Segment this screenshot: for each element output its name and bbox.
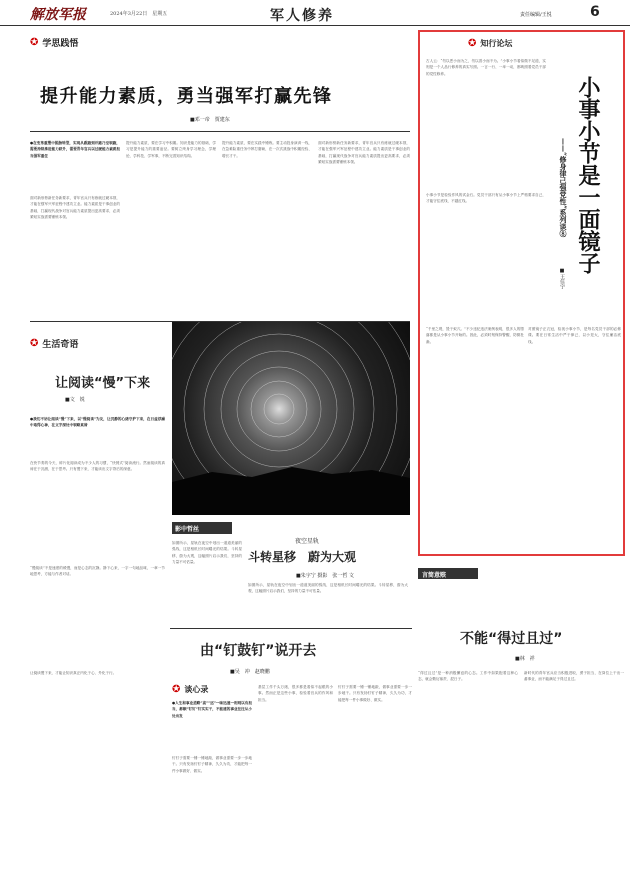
article-body: “慢阅读”不是速度的缓慢，而是心态的沉静。静下心来，一字一句地品味，一章一节地思考，方能与作者对话。	[30, 566, 165, 577]
lead-paragraph: ●在变革重塑中脱胎转型，实现从跟跑到并跑乃至领跑，需要持续推进能力跃升，需要青年官兵以过硬能力素质担当强军重任	[30, 141, 120, 158]
series-title: ——“修身律己强党性”系列谈⑧	[559, 138, 568, 238]
footer-column-label: 言简意赅	[418, 568, 478, 579]
page-number: 6	[590, 4, 600, 20]
photo-title[interactable]: 斗转星移 蔚为大观	[248, 550, 357, 564]
star-icon: ✪	[30, 37, 39, 48]
article-body: 在快节奏的今天，碎片化阅读成为不少人的习惯，“快餐式”阅读流行。然而阅读的真谛在于沉潜，在于思考。只有慢下来，才能读出文字背后的深意。	[30, 461, 165, 472]
divider	[170, 628, 412, 629]
section-label-zhixing: ✪ 知行论坛	[468, 38, 513, 49]
article-body: 基层工作千头万绪，很多都是看似不起眼的小事。然而正是这些小事，检验着官兵的作风和担当。	[258, 685, 333, 702]
footer-body-col2: 新时代的青年官兵应当积极进取，勇于担当，在岗位上干出一番事业，而不能满足于得过且过。	[524, 671, 624, 682]
byline: ■林 祥	[515, 656, 535, 662]
star-icon: ✪	[468, 38, 477, 49]
article-body: 钉钉子需要一锤一锤地敲，做事业需要一步一步地干。只有发扬钉钉子精神，久久为功，才能把每一件小事做好、做实。	[172, 756, 252, 773]
lead-paragraph: ●我们不妨让阅读“慢”下来，以“慢阅读”为友，让沉静的心绪守护下来，在日益浮躁中取得心神，在文字深处中领略真谛	[30, 417, 165, 428]
article-body-col3: 提升能力素质，要在实践中锤炼。要主动投身演训一线，在急难险重任务中摔打磨砺，在一次次挑战中积累经验、增长才干。	[222, 141, 312, 158]
article-body-col1: 面对新形势新任务新要求，青年官兵只有练就过硬本领，才能在强军兴军征程中建功立业。能力素质是干事创业的基础，打赢现代战争对官兵能力素质提出更高要求，必须紧贴实战需要锤炼本领。	[30, 196, 120, 220]
article-body: 钉钉子需要一锤一锤地敲，做事业需要一步一步地干。只有发扬钉钉子精神，久久为功，才能把每一件小事做好、做实。	[338, 685, 412, 702]
article-body-col2: 提升能力素质，要在学习中积累。知识是能力的基础，学习是提升能力的重要途径。要树立终身学习理念，学理论、学科技、学军事，不断完善知识结构。	[126, 141, 216, 158]
photo-column-label: 影中哲丝	[172, 522, 232, 534]
byline: ■王佳宇	[559, 268, 565, 289]
photo-text: 如图所示，星轨在夜空中划出一道道美丽的弧线，这是相机长时间曝光的结果。斗转星移，蔚为大观，这幅照片启示我们，坚持的力量不可估量。	[248, 583, 408, 594]
section-label-xuesi: ✪ 学思践悟	[30, 37, 79, 49]
footer-headline[interactable]: 不能“得过且过”	[460, 631, 563, 647]
section-label-tanxin: ✪ 谈心录	[172, 684, 209, 695]
byline: ■文 锐	[65, 397, 85, 403]
page-section-title: 军人修养	[270, 8, 334, 24]
article-body: 让阅读慢下来，才能让知识真正内化于心、外化于行。	[30, 671, 117, 675]
sidebar-body-col2: 小事小节是检验作风的试金石。党员干部只有从小事小节上严格要求自己，才能守住底线、不越红线。	[426, 193, 546, 204]
masthead	[0, 0, 630, 26]
sidebar-body-col1: 古人云：“勿以恶小而为之，勿以善小而不为。”小事小节看似微不足道，实则是一个人品行修养的真实写照。一言一行、一举一动，都映照着党员干部的党性修养。	[426, 59, 546, 76]
issue-date: 2024年3月22日 星期五	[110, 11, 168, 17]
divider	[30, 131, 410, 132]
headline-main[interactable]: 提升能力素质，勇当强军打赢先锋	[40, 86, 333, 107]
star-trail-photo	[172, 322, 410, 515]
article-body-col4: 面对新形势新任务新要求，青年官兵只有练就过硬本领，才能在强军兴军征程中建功立业。能力素质是干事创业的基础，打赢现代战争对官兵能力素质提出更高要求，必须紧贴实战需要锤炼本领。	[318, 141, 410, 165]
headline-nail[interactable]: 由“钉鼓钉”说开去	[200, 643, 317, 659]
lead-paragraph: ●人生和事业道路“高”“远”一味迅速一则则以有担当，都顺“钉钉”钉实实干，不能建的事业往往从小处出发	[172, 701, 252, 718]
photo-byline: ■朱宇宁 摄影 张一哲 文	[296, 573, 354, 579]
headline-reading[interactable]: 让阅读“慢”下来	[55, 376, 151, 391]
sidebar-headline[interactable]: 小事小节是一面镜子	[575, 76, 600, 274]
footer-body-col1: “得过且过”是一种消极懈怠的心态。工作中如果抱着这种心态，就会敷衍塞责、混日子。	[418, 671, 518, 682]
section-label-shenghuo: ✪ 生活奇语	[30, 338, 79, 350]
newspaper-logo: 解放军报	[30, 7, 86, 23]
star-icon: ✪	[30, 338, 39, 349]
byline: ■吴 冲 赵晓鹏	[230, 669, 270, 675]
byline: ■邓一帝 贾建东	[190, 117, 230, 123]
star-icon: ✪	[172, 684, 181, 695]
sidebar-box	[418, 30, 625, 556]
photo-caption: 如图所示，星轨在夜空中划出一道道美丽的弧线，这是相机长时间曝光的结果。斗转星移，蔚为大观，这幅照片启示我们，坚持的力量不可估量。	[172, 541, 242, 565]
photo-subtitle: 夜空星轨	[295, 538, 320, 545]
sidebar-body-col3: “千里之堤，毁于蚁穴。”不少违纪违法案例表明，很多人的堕落都是从小事小节开始的。因此，必须时刻保持警醒，防微杜渐。	[426, 327, 524, 344]
editor-credit: 责任编辑/王悦	[520, 12, 552, 18]
sidebar-body-col4: 对照镜子正衣冠，检视小事小节，是每名党员干部的必修课。要在日常生活中严于律己，以小见大，守住廉洁底线。	[528, 327, 621, 344]
